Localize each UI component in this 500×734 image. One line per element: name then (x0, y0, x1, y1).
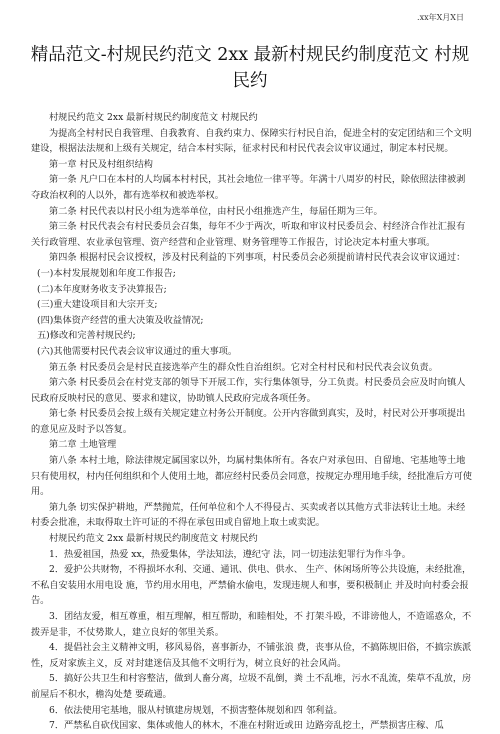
paragraph: 村规民约范文 2xx 最新村规民约制度范文 村规民约 (49, 533, 258, 545)
paragraph: 第一条 凡户口在本村的人均属本村村民，其社会地位一律平等。年满十八周岁的村民，除依照法律被剥夺政治权利的人以外，都有选举权和被选举权。 (31, 174, 466, 201)
paragraph: 3．团结友爱，相互尊重，相互理解，相互帮助，和睦相处，不 打架斗殴，不诽谤他人，不造谣惑众，不拨弄是非，不仗势欺人，建立良好的邻里关系。 (31, 611, 472, 638)
document-title: 精品范文-村规民约范文 2xx 最新村规民约制度范文 村规民约 (30, 45, 470, 91)
paragraph: 2．爱护公共财物，不得损坏水利、交通、通讯、供电、供水、 生产、休闲场所等公共设施，未经批准，不私自安装用水用电设 施，节约用水用电，严禁偷水偷电，发现违规人和事，要积极制止 并及时向村委会报告。 (31, 564, 472, 607)
paragraph: 第五条 村民委员会是村民直接选举产生的群众性自治组织。它对全村村民和村民代表会议负责。 (49, 361, 438, 373)
list-item: 五)修改和完善村规民约; (37, 330, 136, 342)
paragraph: 第八条 本村土地，除法律规定属国家以外，均属村集体所有。各农户对承包田、自留地、宅基地等土地只有使用权，村内任何组织和个人使用土地，都应经村民委员会同意，按规定办理用地手续，经批准后方可使用。 (31, 455, 472, 498)
paragraph: 第二条 村民代表以村民小组为选举单位，由村民小组推选产生，每届任期为三年。 (49, 205, 383, 217)
paragraph: 第一章 村民及村组织结构 (49, 158, 153, 170)
paragraph: 第七条 村民委员会按上级有关规定建立村务公开制度。公开内容做到真实，及时，村民对公开事项提出的意见应及时予以答复。 (31, 408, 466, 435)
list-item: (六)其他需要村民代表会议审议通过的重大事项。 (37, 345, 238, 357)
paragraph: 第二章 土地管理 (49, 439, 117, 451)
list-item: (四)集体资产经营的重大决策及收益情况; (37, 314, 204, 326)
paragraph: 6．依法使用宅基地，服从村镇建房规划，不损害整体规划和四 邻利益。 (49, 704, 343, 716)
paragraph: 5．搞好公共卫生和村容整洁，做到人畜分离，垃圾不乱倒，粪 土不乱堆，污水不乱流，柴草不乱放，房前屋后不积水，檐沟处楚 要疏通。 (31, 673, 472, 700)
paragraph: 第九条 切实保护耕地，严禁抛荒，任何单位和个人不得侵占、买卖或者以其他方式非法转让土地。未经村委会批准，未取得取土许可证的不得在承包田或自留地上取土或卖泥。 (31, 501, 466, 529)
paragraph: 为提高全村村民自我管理、自我教育、自我约束力、保障实行村民自治，促进全村的安定团结和三个文明建设，根据法法规和上级有关规定，结合本村实际，征求村民和村民代表会议审议通过，制定本村民规。 (31, 127, 472, 155)
paragraph: 第三条 村民代表会有村民委员会召集，每年不少于两次，听取和审议村民委员会、村经济合作社汇报有关行政管理、农业承包管理、资产经营和企业管理、财务管理等工作报告，讨论决定本村重大事项。 (31, 221, 466, 248)
paragraph: 1．热爱祖国，热爱 xx，热爱集体，学法知法，遵纪守 法，同一切违法犯罪行为作斗争。 (49, 548, 411, 560)
list-item: (一)本村发展规划和年度工作报告; (37, 267, 176, 279)
paragraph: 7．严禁私自砍伐国家、集体或他人的林木，不准在村附近或田 边路旁乱挖土，严禁损害庄稼、瓜 (49, 720, 444, 732)
paragraph: 第四条 根据村民会议授权，涉及村民利益的下列事项，村民委员会必须提前请村民代表会议审议通过： (49, 252, 466, 264)
paragraph: 第六条 村民委员会在村党支部的领导下开展工作，实行集体领导，分工负责。村民委员会应及时向镇人民政府反映村民的意见、要求和建议，协助镇人民政府完成各项任务。 (31, 377, 466, 404)
list-item: (三)重大建设项目和大宗开支; (37, 299, 158, 311)
paragraph: 村规民约范文 2xx 最新村规民约制度范文 村规民约 (49, 112, 258, 123)
list-item: (二)本年度财务收支予决算报告; (37, 283, 167, 295)
header-date: .xx年X月X日 (417, 13, 464, 22)
paragraph: 4．提倡社会主义精神文明，移风易俗，喜事新办，不铺张浪 费，丧事从俭，不搞陈规旧俗，不搞宗族派性，反对家族主义，反 对封建迷信及其他不文明行为，树立良好的社会风尚。 (31, 642, 472, 669)
document-body (31, 110, 472, 734)
